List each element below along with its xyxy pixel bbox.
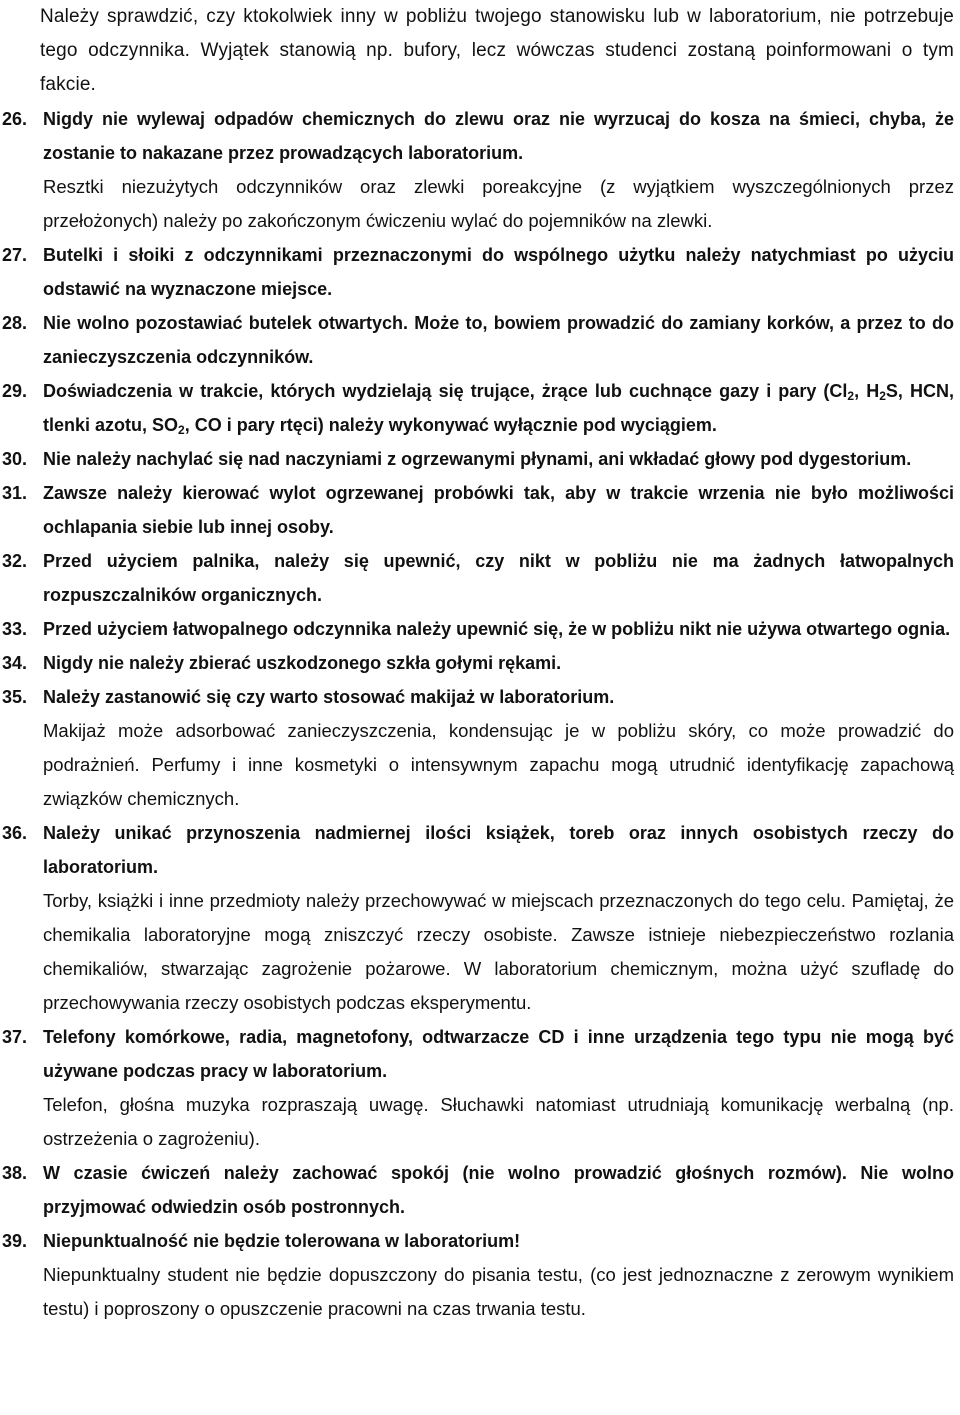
subscript: 2 [879,389,886,403]
rule-item-30 [0,442,954,476]
rule-item-32 [0,544,954,612]
rule-item-36 [0,816,954,1020]
rule-item-33 [0,612,954,646]
rule-number: 37. [2,1027,28,1047]
rule-number: 31. [2,483,28,503]
rule-number: 26. [2,109,28,129]
rule-number: 28. [2,313,28,333]
rule-text: W czasie ćwiczeń należy zachować spokój (nie wolno prowadzić głośnych rozmów). Nie wolno przyjmować odwiedzin osób postronnych. [43,1163,954,1217]
rule-text: Przed użyciem łatwopalnego odczynnika należy upewnić się, że w pobliżu nikt nie używa otwartego ognia. [43,619,951,639]
rule-item-26 [0,102,954,238]
rule-text-part: Doświadczenia w trakcie, których wydzielają się trujące, żrące lub cuchnące gazy i pary (Cl [43,381,848,401]
rule-item-35 [0,680,954,816]
intro-paragraph: Należy sprawdzić, czy ktokolwiek inny w pobliżu twojego stanowisku lub w laboratorium, nie potrzebuje tego odczynnika. Wyjątek stanowią np. bufory, lecz wówczas studenci zostaną poinformowani o tym fakcie. [40,6,954,95]
rule-number: 33. [2,619,28,639]
rule-explanation: Niepunktualny student nie będzie dopuszczony do pisania testu, (co jest jednoznaczne z zerowym wynikiem testu) i poproszony o opuszczenie pracowni na czas trwania testu. [43,1264,954,1319]
rule-item-28 [0,306,954,374]
rule-number: 36. [2,823,28,843]
rule-text: Nigdy nie należy zbierać uszkodzonego szkła gołymi rękami. [43,653,562,673]
rule-text [43,374,954,442]
rule-number: 30. [2,449,28,469]
rule-explanation: Makijaż może adsorbować zanieczyszczenia, kondensując je w pobliżu skóry, co może prowadzić do podrażnień. Perfumy i inne kosmetyki o intensywnym zapachu mogą utrudnić identyfikację zapachową związków chemicznych. [43,720,954,809]
rule-text: Butelki i słoiki z odczynnikami przeznaczonymi do wspólnego użytku należy natychmiast po użyciu odstawić na wyznaczone miejsce. [43,245,954,299]
subscript: 2 [178,423,185,437]
rule-number: 29. [2,381,28,401]
rule-item-29 [0,374,954,442]
rule-number: 38. [2,1163,28,1183]
rule-explanation: Torby, książki i inne przedmioty należy przechowywać w miejscach przeznaczonych do tego celu. Pamiętaj, że chemikalia laboratoryjne mogą zniszczyć rzeczy osobiste. Zawsze istnieje niebezpieczeństwo rozlania chemikaliów, stwarzając zagrożenie pożarowe. W laboratorium chemicznym, można użyć szufladę do przechowywania rzeczy osobistych podczas eksperymentu. [43,890,954,1013]
rule-text-part: S, HCN, tlenki azotu, SO [43,381,954,435]
subscript: 2 [847,389,855,403]
rule-number: 27. [2,245,28,265]
rule-item-37 [0,1020,954,1156]
rule-item-34 [0,646,954,680]
rule-explanation: Resztki niezużytych odczynników oraz zlewki poreakcyjne (z wyjątkiem wyszczególnionych przez przełożonych) należy po zakończonym ćwiczeniu wylać do pojemników na zlewki. [43,176,954,231]
rule-number: 34. [2,653,28,673]
rule-item-31 [0,476,954,544]
rule-item-27 [0,238,954,306]
rule-text: Nie należy nachylać się nad naczyniami z ogrzewanymi płynami, ani wkładać głowy pod dygestorium. [43,449,912,469]
rule-text: Zawsze należy kierować wylot ogrzewanej probówki tak, aby w trakcie wrzenia nie było możliwości ochlapania siebie lub innej osoby. [43,483,954,537]
rule-text-part: , H [854,381,880,401]
rule-text: Należy zastanowić się czy warto stosować makijaż w laboratorium. [43,687,615,707]
rule-text: Należy unikać przynoszenia nadmiernej ilości książek, toreb oraz innych osobistych rzeczy do laboratorium. [43,823,954,877]
rule-text: Telefony komórkowe, radia, magnetofony, odtwarzacze CD i inne urządzenia tego typu nie mogą być używane podczas pracy w laboratorium. [43,1027,954,1081]
rule-text: Nie wolno pozostawiać butelek otwartych. Może to, bowiem prowadzić do zamiany korków, a przez to do zanieczyszczenia odczynników. [43,313,954,367]
rule-item-38 [0,1156,954,1224]
rule-number: 35. [2,687,28,707]
rule-explanation: Telefon, głośna muzyka rozpraszają uwagę. Słuchawki natomiast utrudniają komunikację werbalną (np. ostrzeżenia o zagrożeniu). [43,1094,954,1149]
rule-number: 32. [2,551,28,571]
rule-number: 39. [2,1231,28,1251]
rule-text: Przed użyciem palnika, należy się upewnić, czy nikt w pobliżu nie ma żadnych łatwopalnych rozpuszczalników organicznych. [43,551,954,605]
rule-text-part: , CO i pary rtęci) należy wykonywać wyłącznie pod wyciągiem. [184,415,717,435]
rule-item-39 [0,1224,954,1326]
rule-text: Niepunktualność nie będzie tolerowana w laboratorium! [43,1231,521,1251]
rule-text: Nigdy nie wylewaj odpadów chemicznych do zlewu oraz nie wyrzucaj do kosza na śmieci, chyba, że zostanie to nakazane przez prowadzących laboratorium. [43,109,954,163]
